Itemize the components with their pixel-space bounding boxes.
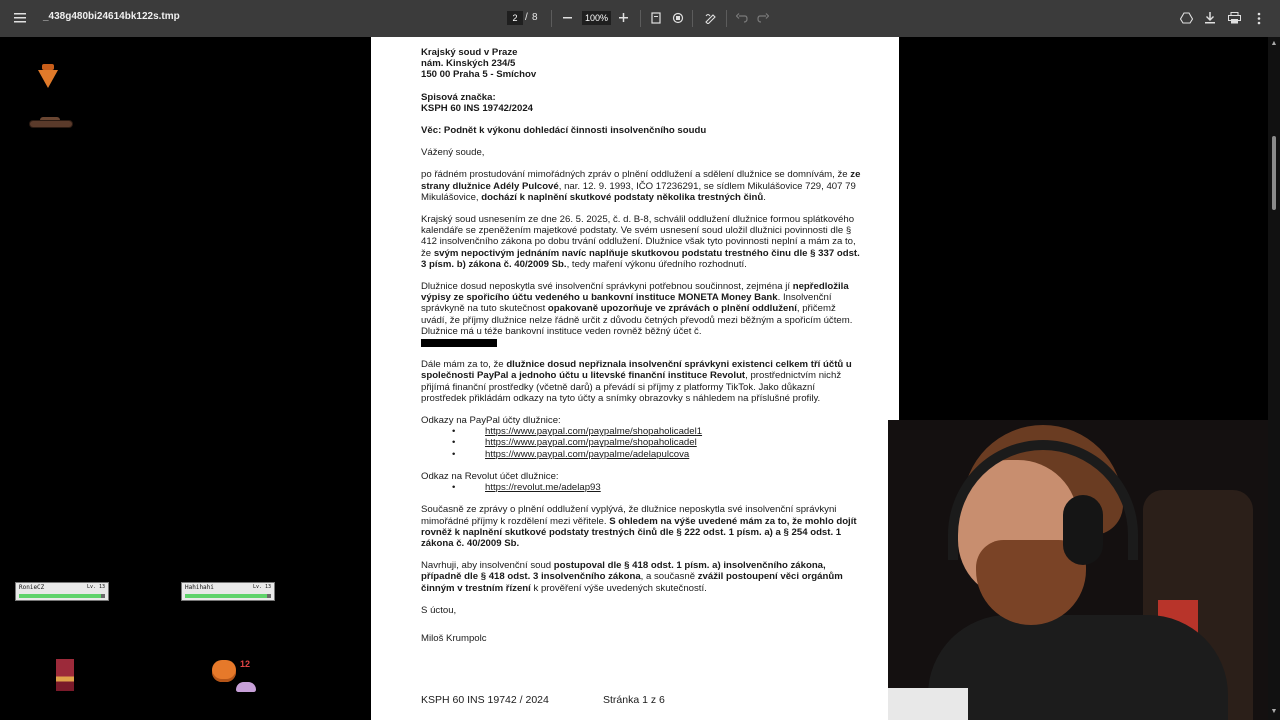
list-item [421,449,861,460]
zoom-in-icon[interactable] [612,6,636,30]
list-item [421,437,861,448]
redo-icon[interactable] [751,6,775,30]
page-footer [421,694,665,706]
desk-edge [888,688,968,720]
paragraph-2: Krajský soud usnesením ze dne 26. 5. 2025, č. d. B-8, schválil oddlužení dlužnice formou splátkového kalendáře se zpeněžením majetkové podstaty. Ve svém usnesení soud uložil dlužnici povinnosti dle § 412 insolvenčního zákona po dobu trvání oddlužení. Dlužnice však tyto povinnosti neplní a mám za to, že svým nepoctivým jednáním navíc naplňuje skutkovou podstatu trestného činu dle § 337 odst. 3 písm. b) zákona č. 40/2009 Sb., tedy maření výkonu úředního rozhodnutí. [421,214,860,270]
letter-subject: Věc: Podnět k výkonu dohledácí činnosti insolvenčního soudu [421,125,707,137]
toolbar-divider [726,10,727,27]
redaction-bar [421,339,497,347]
page-separator: / [525,12,528,23]
paragraph-5: Současně ze zprávy o plnění oddlužení vyplývá, že dlužnice neposkytla své insolvenční správkyni mimořádné příjmy k rozdělení mezi věřitele. S ohledem na výše uvedené mám za to, že mohlo dojít rovněž k naplnění skutkové podstaty trestných činů dle § 222 odst. 1 písm. a) a § 254 odst. 1 zákona č. 40/2009 Sb. [421,504,857,549]
sprite-badge: 12 [240,659,251,669]
closing: S úctou, [421,604,457,616]
paragraph-6: Navrhuji, aby insolvenční soud postupoval dle § 418 odst. 1 písm. a) insolvenčního zákona, případně dle § 418 odst. 3 insolvenčního zákona, a současně zvážil postoupení věci orgánům činným v trestním řízení k prověření výše uvedených skutečností. [421,560,843,594]
page-total: 8 [532,12,538,23]
more-options-icon[interactable] [1247,6,1271,30]
menu-icon[interactable] [9,6,33,30]
court-city: 150 00 Praha 5 - Smíchov [421,69,537,81]
player-card-1 [15,582,109,601]
paypal-link[interactable]: https://www.paypal.com/paypalme/shopaholicadel [485,437,697,449]
player-level: Lv. 13 [252,584,271,590]
pdf-page [371,37,899,720]
toolbar-divider [551,10,552,27]
player-name: RonieCZ [19,584,45,591]
court-street: nám. Kinských 234/5 [421,58,516,70]
zoom-out-icon[interactable] [556,6,580,30]
drive-save-icon[interactable] [1174,6,1198,30]
paragraph-4: Dále mám za to, že dlužnice dosud nepřiznala insolvenční správkyni existenci celkem tří účtů u společnosti PayPal a jednoho účtu u litevské finanční instituce Revolut, prostřednictvím nichž přijímá finanční prostředky (včetně darů) a převádí si příjmy z platformy TikTok. Jako důkazní prostředek přikládám odkazy na tyto účty a snímky obrazovky s náhledem na příslušné profily. [421,359,852,404]
rotate-icon[interactable] [666,6,690,30]
hp-fill [19,594,101,598]
revolut-link-list [421,482,861,493]
toolbar-divider [640,10,641,27]
revolut-label: Odkaz na Revolut účet dlužnice: [421,470,559,482]
hp-fill [185,594,267,598]
footer-page-number: Stránka 1 z 6 [603,694,665,706]
paypal-label: Odkazy na PayPal účty dlužnice: [421,415,561,427]
court-name: Krajský soud v Praze [421,47,518,58]
headphones-band [948,440,1138,560]
download-icon[interactable] [1198,6,1222,30]
print-icon[interactable] [1222,6,1246,30]
document-title: _438g480bi24614bk122s.tmp [43,11,180,22]
hp-bar [19,594,105,598]
paragraph-3: Dlužnice dosud neposkytla své insolvenční správkyni potřebnou součinnost, zejména jí nepředložila výpisy ze spořicího účtu vedeného u bankovní instituce MONETA Money Bank. Insolvenční správkyně na tuto skutečnost opakovaně upozorňuje ve zprávách o plnění oddlužení, přičemž uvádí, že příjmy dlužnice nelze řádně určit z důvodu četných převodů mezi běžným a spořicím účtem. Dlužnice má u téže bankovní instituce veden rovněž běžný účet č. [421,281,861,348]
greeting: Vážený soude, [421,147,485,159]
annotate-icon[interactable] [699,6,723,30]
player-name: Hahihahi [185,584,214,591]
hat-sprite [30,121,72,127]
hp-bar [185,594,271,598]
revolut-link[interactable]: https://revolut.me/adelap93 [485,482,601,494]
letter-body [421,47,861,655]
signature: Miloš Krumpolc [421,632,487,644]
player-card-2 [181,582,275,601]
footer-reference: KSPH 60 INS 19742 / 2024 [421,694,549,706]
pumpkin-sprite [212,660,236,682]
fit-page-icon[interactable] [644,6,668,30]
list-item [421,426,861,437]
stream-overlay-left [0,37,371,720]
scrollbar-thumb[interactable] [1272,136,1276,210]
paragraph-1: po řádném prostudování mimořádných zpráv o plnění oddlužení a sdělení dlužnice se domnívám, že ze strany dlužnice Adély Pulcové, nar. 12. 9. 1993, IČO 17236291, se sídlem Mikulášovice 729, 407 79 Mikulášovice, dochází k naplnění skutkové podstaty několika trestných činů. [421,169,861,203]
carrot-sprite [38,70,58,88]
page-number-input[interactable]: 2 [507,11,523,25]
player-level: Lv. 13 [86,584,105,590]
scroll-down-icon[interactable]: ▼ [1270,708,1278,715]
webcam-overlay [888,420,1268,720]
paypal-link[interactable]: https://www.paypal.com/paypalme/shopaholicadel1 [485,426,703,438]
reference-label: Spisová značka: [421,91,496,103]
toolbar-divider [692,10,693,27]
mushroom-sprite [236,682,256,692]
list-item [421,482,861,493]
paypal-link[interactable]: https://www.paypal.com/paypalme/adelapulcova [485,448,690,460]
character-sprite [56,659,74,691]
person-shirt [928,615,1228,720]
headphones-earcup [1063,495,1103,565]
pdf-toolbar [0,0,1280,37]
scroll-up-icon[interactable]: ▲ [1270,40,1278,47]
zoom-level-input[interactable]: 100% [582,11,611,25]
paypal-link-list [421,426,861,460]
reference-value: KSPH 60 INS 19742/2024 [421,102,534,114]
